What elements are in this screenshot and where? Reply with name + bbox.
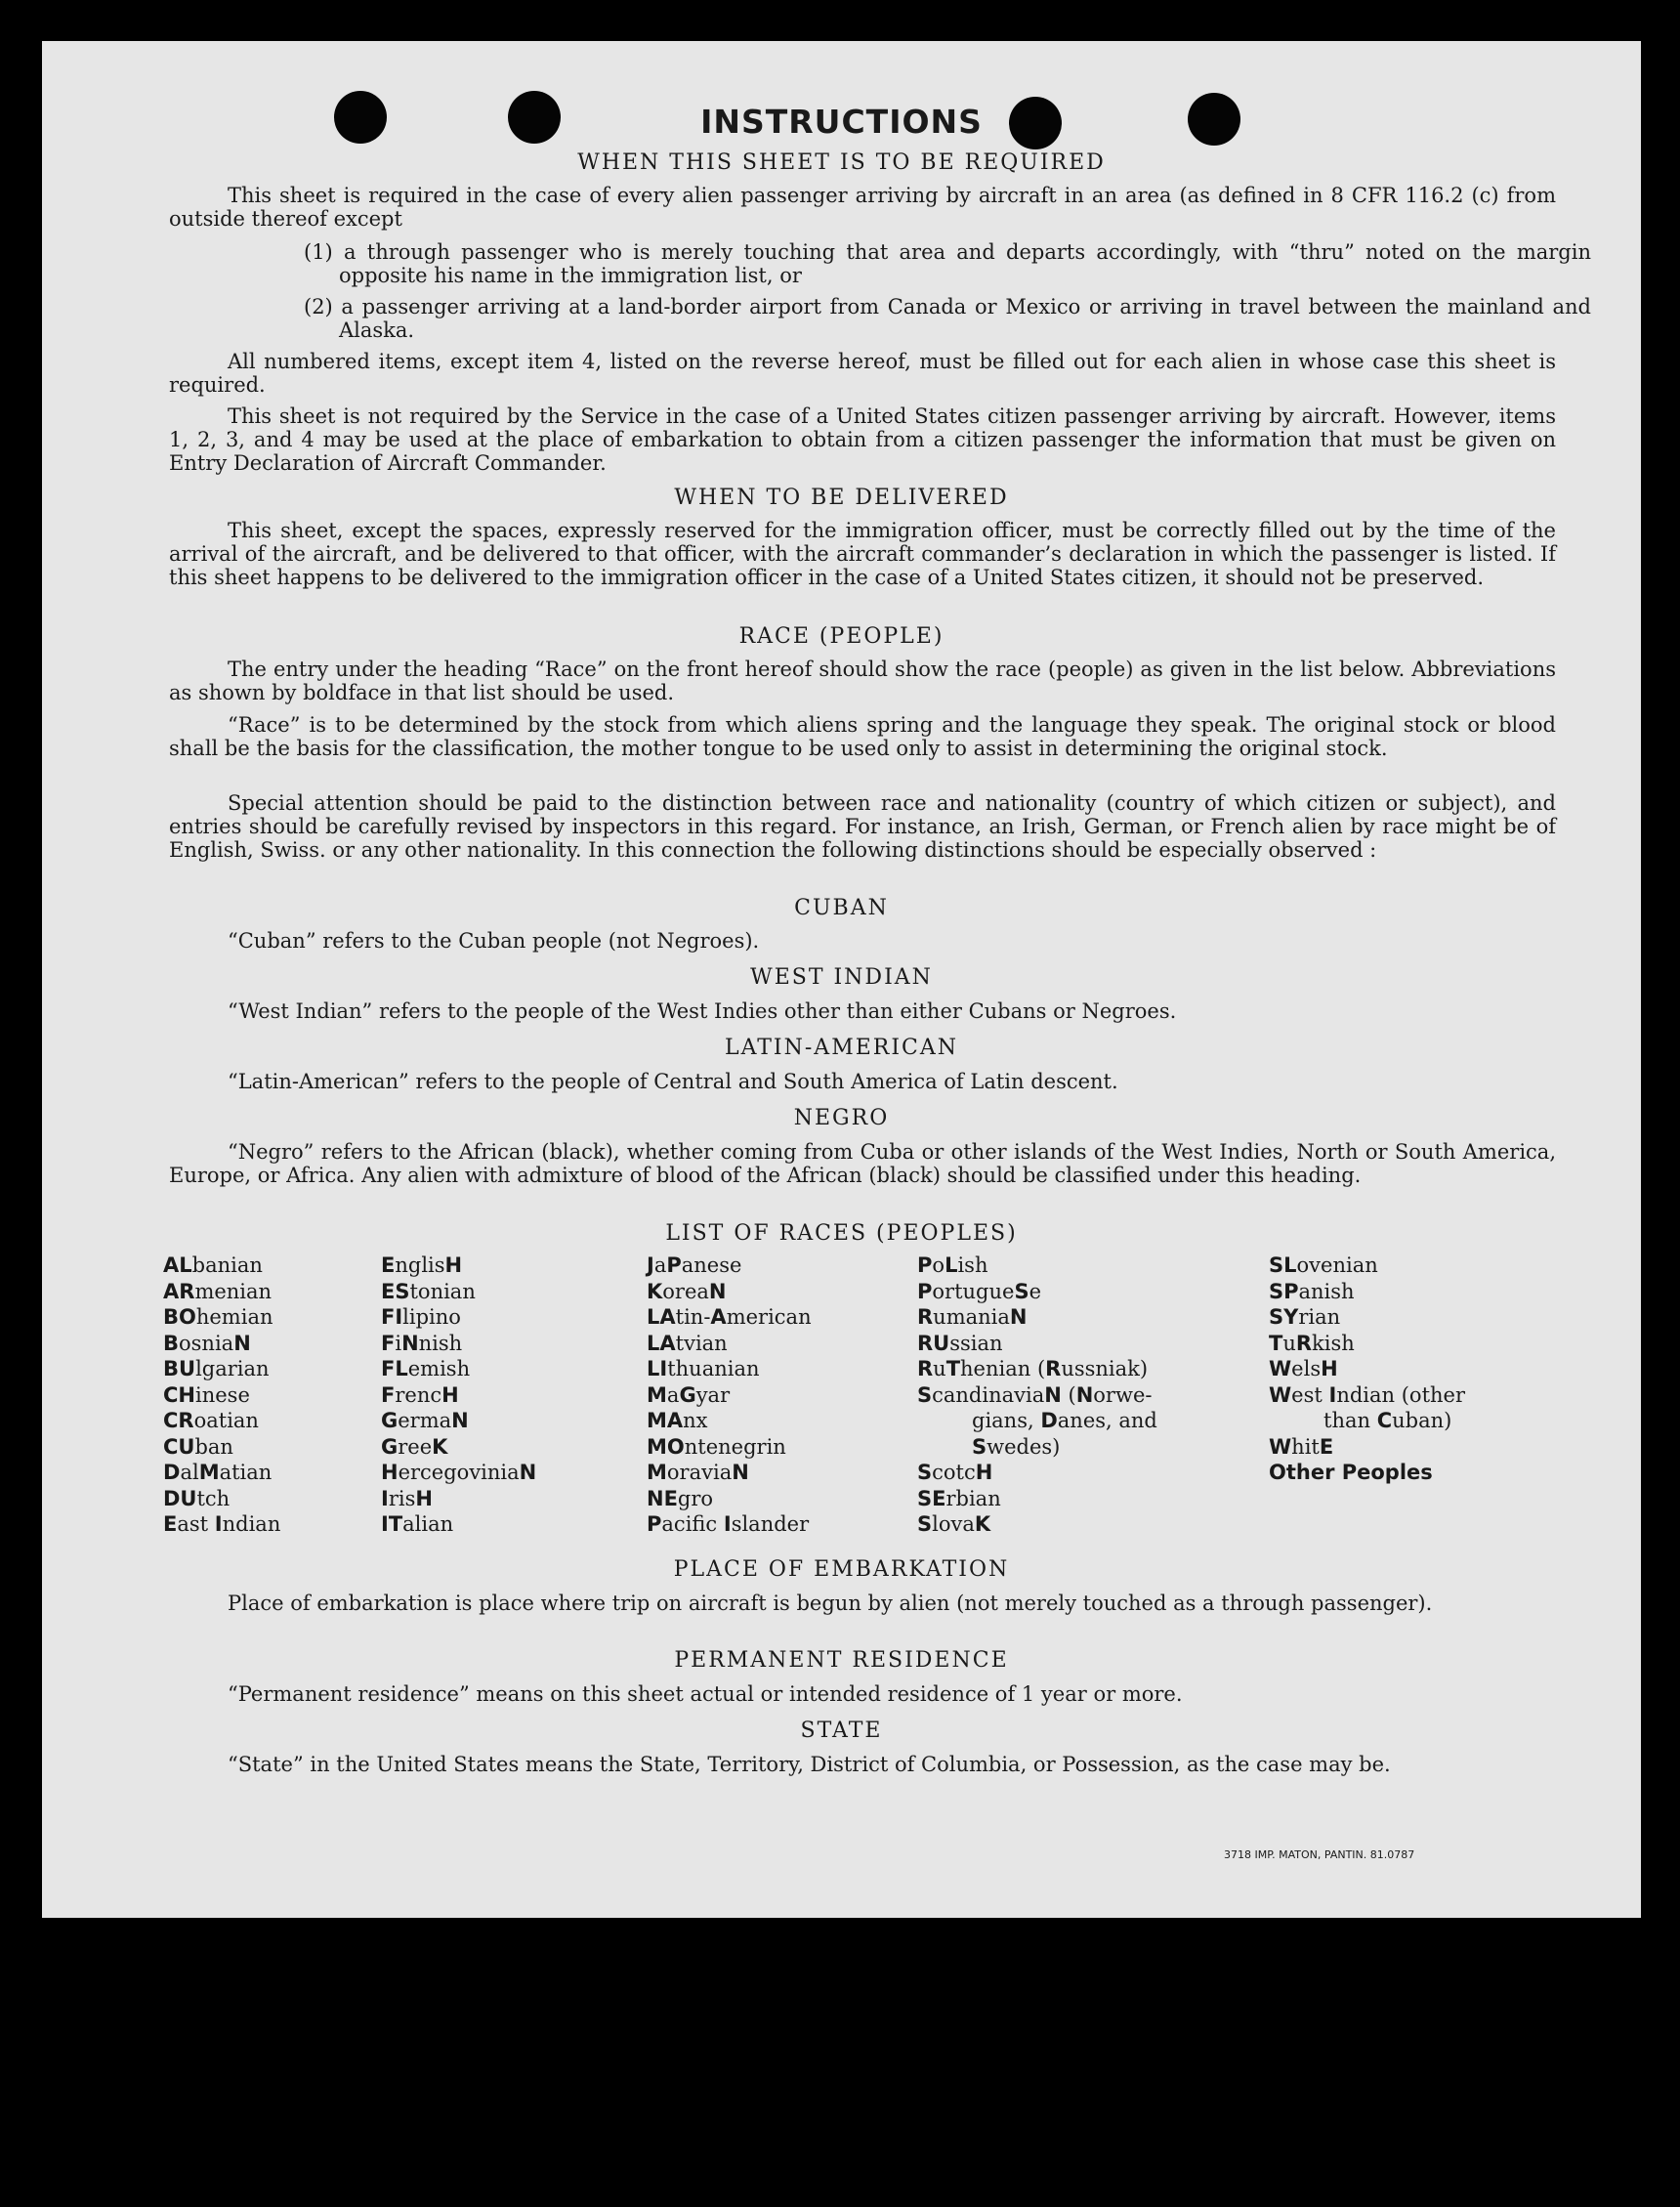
paragraph-latin-american: “Latin-American” refers to the people of Central and South America of Latin descent. xyxy=(228,1070,1118,1093)
races-column-2 xyxy=(381,1252,536,1538)
race-entry: HercegoviniaN xyxy=(381,1461,537,1484)
race-entry: ALbanian xyxy=(163,1253,263,1277)
race-entry: FIlipino xyxy=(381,1305,461,1329)
race-entry: SlovaK xyxy=(917,1512,991,1536)
race-entry: DUtch xyxy=(163,1486,231,1510)
race-entry: gians, Danes, and xyxy=(972,1409,1157,1432)
race-entry: LAtin-American xyxy=(647,1305,812,1329)
race-entry: Pacific Islander xyxy=(647,1512,810,1536)
race-entry: EStonian xyxy=(381,1279,476,1303)
race-entry: MAnx xyxy=(647,1409,708,1432)
race-entry: LAtvian xyxy=(647,1331,728,1355)
paragraph-exception-1: (1) a through passenger who is merely touching that area and departs accordingly, with “thru” noted on the margin opposite his name in the immigration list, or xyxy=(304,240,1591,287)
race-entry: East Indian xyxy=(163,1512,281,1536)
race-entry: TuRkish xyxy=(1269,1331,1355,1355)
race-entry: RUssian xyxy=(917,1331,1003,1355)
heading-cuban: CUBAN xyxy=(794,896,889,920)
page-title: INSTRUCTIONS xyxy=(700,103,983,141)
race-entry: RumaniaN xyxy=(917,1305,1028,1329)
paragraph-cuban: “Cuban” refers to the Cuban people (not Negroes). xyxy=(228,929,760,953)
race-entry: MaGyar xyxy=(647,1382,731,1407)
race-entry: DalMatian xyxy=(163,1461,273,1484)
form-sheet xyxy=(42,41,1641,1918)
race-entry: SErbian xyxy=(917,1486,1001,1510)
race-entry: GreeK xyxy=(381,1434,448,1459)
paragraph-state: “State” in the United States means the State, Territory, District of Columbia, or Possession, as the case may be. xyxy=(228,1753,1391,1776)
paragraph-numbered-items: All numbered items, except item 4, listed on the reverse hereof, must be filled out for each alien in whose case this sheet is required. xyxy=(169,350,1556,397)
race-entry: JaPanese xyxy=(647,1253,742,1277)
race-entry: ScandinaviaN (Norwe- xyxy=(917,1382,1153,1407)
paragraph-citizen: This sheet is not required by the Service in the case of a United States citizen passenger arriving by aircraft. However, items 1, 2, 3, and 4 may be used at the place of embarkation to obtain from a citizen passenger the information that must be given on Entry Declaration of Aircraft Commander. xyxy=(169,404,1556,475)
races-column-1 xyxy=(163,1252,280,1538)
race-entry: KoreaN xyxy=(647,1279,727,1303)
paragraph-race-entry: The entry under the heading “Race” on the front hereof should show the race (people) as given in the list below. Abbreviations as shown by boldface in that list should be used. xyxy=(169,658,1556,704)
heading-residence: PERMANENT RESIDENCE xyxy=(674,1648,1009,1673)
race-entry: CRoatian xyxy=(163,1409,259,1432)
heading-state: STATE xyxy=(800,1719,883,1743)
race-entry: PortugueSe xyxy=(917,1279,1042,1303)
races-column-4 xyxy=(917,1252,1157,1538)
heading-list-of-races: LIST OF RACES (PEOPLES) xyxy=(665,1221,1018,1246)
paragraph-embarkation: Place of embarkation is place where trip on aircraft is begun by alien (not merely touched as a through passenger). xyxy=(228,1592,1433,1615)
race-entry: MOntenegrin xyxy=(647,1434,786,1459)
races-column-5 xyxy=(1269,1252,1465,1486)
race-entry: Swedes) xyxy=(972,1434,1061,1459)
heading-race: RACE (PEOPLE) xyxy=(738,624,945,649)
race-entry: SYrian xyxy=(1269,1305,1341,1329)
heading-west-indian: WEST INDIAN xyxy=(750,965,933,990)
race-entry: ITalian xyxy=(381,1512,454,1536)
race-entry: MoraviaN xyxy=(647,1461,749,1484)
race-entry: than Cuban) xyxy=(1323,1409,1452,1432)
race-entry: WelsH xyxy=(1269,1357,1338,1380)
paragraph-residence: “Permanent residence” means on this sheet actual or intended residence of 1 year or more. xyxy=(228,1682,1183,1706)
race-entry: BUlgarian xyxy=(163,1357,270,1380)
race-entry: FiNnish xyxy=(381,1331,463,1355)
paragraph-exception-2: (2) a passenger arriving at a land-border airport from Canada or Mexico or arriving in travel between the mainland and Alaska. xyxy=(304,295,1591,342)
paragraph-special: Special attention should be paid to the distinction between race and nationality (country of which citizen or subject), and entries should be carefully revised by inspectors in this regard. For instance, an Irish, German, or French alien by race might be of English, Swiss. or any other nationality. In this connection the following distinctions should be especially observed : xyxy=(169,791,1556,862)
paragraph-delivered: This sheet, except the spaces, expressly reserved for the immigration officer, must be correctly filled out by the time of the arrival of the aircraft, and be delivered to that officer, with the aircraft commander’s declaration in which the passenger is listed. If this sheet happens to be delivered to the immigration officer in the case of a United States citizen, it should not be preserved. xyxy=(169,519,1556,589)
heading-latin-american: LATIN-AMERICAN xyxy=(724,1036,959,1060)
heading-required: WHEN THIS SHEET IS TO BE REQUIRED xyxy=(577,150,1106,175)
race-entry: SLovenian xyxy=(1269,1253,1378,1277)
race-entry: GermaN xyxy=(381,1409,469,1432)
race-entry: ScotcH xyxy=(917,1461,993,1484)
race-entry: NEgro xyxy=(647,1486,714,1510)
paragraph-race-stock: “Race” is to be determined by the stock from which aliens spring and the language they speak. The original stock or blood shall be the basis for the classification, the mother tongue to be used only to assist in determining the original stock. xyxy=(169,713,1556,760)
heading-delivered: WHEN TO BE DELIVERED xyxy=(674,486,1009,510)
paragraph-negro: “Negro” refers to the African (black), whether coming from Cuba or other islands of the West Indies, North or South America, Europe, or Africa. Any alien with admixture of blood of the African (black) should be classified under this heading. xyxy=(169,1140,1556,1187)
races-column-3 xyxy=(647,1252,812,1538)
race-entry: RuThenian (Russniak) xyxy=(917,1357,1149,1380)
race-entry: IrisH xyxy=(381,1486,433,1510)
printer-imprint: 3718 IMP. MATON, PANTIN. 81.0787 xyxy=(1224,1848,1415,1861)
race-entry: CUban xyxy=(163,1434,233,1459)
race-entry: FLemish xyxy=(381,1357,471,1380)
race-entry: WhitE xyxy=(1269,1434,1334,1459)
race-entry: FrencH xyxy=(381,1382,459,1407)
race-entry: EnglisH xyxy=(381,1253,463,1277)
race-entry: CHinese xyxy=(163,1382,250,1407)
heading-negro: NEGRO xyxy=(793,1106,890,1130)
paragraph-required-intro: This sheet is required in the case of every alien passenger arriving by aircraft in an area (as defined in 8 CFR 116.2 (c) from outside thereof except xyxy=(169,184,1556,231)
paragraph-west-indian: “West Indian” refers to the people of the West Indies other than either Cubans or Negroes. xyxy=(228,999,1177,1023)
race-entry: SPanish xyxy=(1269,1279,1355,1303)
race-entry: ARmenian xyxy=(163,1279,273,1303)
race-entry: BOhemian xyxy=(163,1305,273,1329)
race-entry: LIthuanian xyxy=(647,1357,760,1380)
race-entry: West Indian (other xyxy=(1269,1382,1465,1407)
race-entry: PoLish xyxy=(917,1253,988,1277)
race-entry: Other Peoples xyxy=(1269,1461,1433,1484)
race-entry: BosniaN xyxy=(163,1331,251,1355)
heading-embarkation: PLACE OF EMBARKATION xyxy=(673,1557,1010,1582)
